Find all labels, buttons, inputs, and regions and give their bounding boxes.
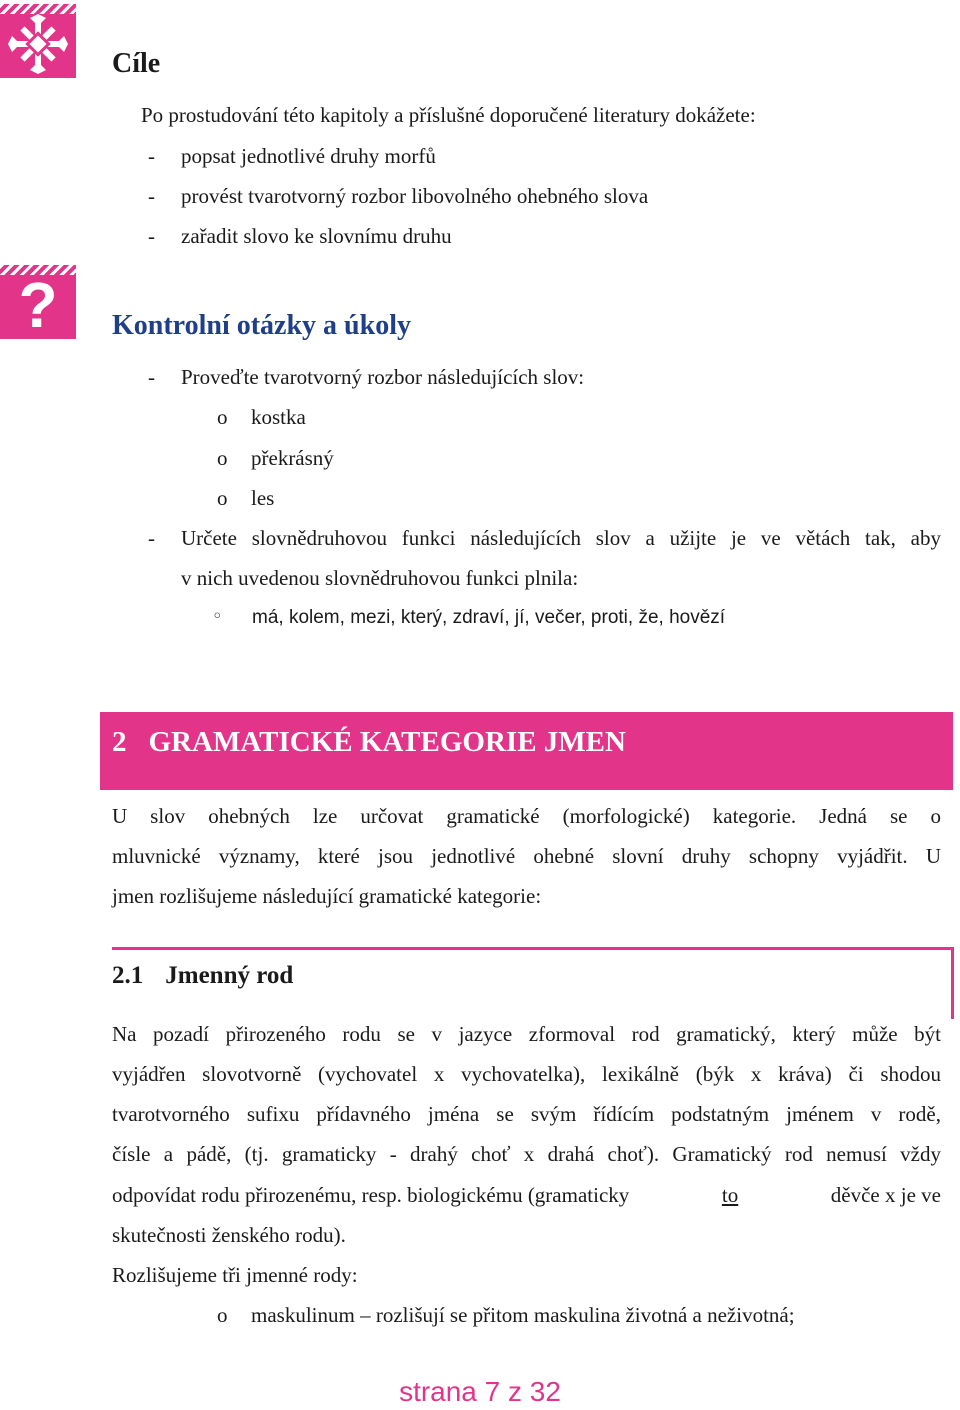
chapter-number: 2 bbox=[112, 726, 127, 758]
section-heading bbox=[112, 962, 293, 990]
section-para-line: tvarotvorného sufixu přídavného jména se svým řídícím podstatným jménem v rodě, bbox=[112, 1102, 941, 1126]
goals-intro: Po prostudování této kapitoly a příslušné doporučené literatury dokážete: bbox=[141, 103, 756, 127]
goal-item: popsat jednotlivé druhy morfů bbox=[181, 144, 436, 168]
goals-icon bbox=[0, 4, 76, 78]
ring-bullet: ◦ bbox=[212, 606, 223, 627]
section-frame-top bbox=[112, 947, 954, 950]
question-mark-glyph: ? bbox=[18, 269, 58, 339]
gender-intro: Rozlišujeme tři jmenné rody: bbox=[112, 1263, 358, 1287]
questions-heading: Kontrolní otázky a úkoly bbox=[112, 310, 411, 341]
underlined-word: to bbox=[721, 1183, 739, 1207]
question-mark-icon bbox=[0, 265, 76, 339]
star-icon bbox=[0, 4, 76, 78]
task-item: Určete slovnědruhovou funkci následujících slov a užijte je ve větách tak, aby bbox=[181, 526, 941, 550]
section-para-line: skutečnosti ženského rodu). bbox=[112, 1223, 346, 1247]
sub-bullet: o bbox=[217, 1303, 228, 1327]
section-para-line: čísle a pádě, (tj. gramaticky - drahý choť x drahá choť). Gramatický rod nemusí vždy bbox=[112, 1142, 941, 1166]
task-word: překrásný bbox=[251, 446, 334, 470]
chapter-title: GRAMATICKÉ KATEGORIE JMEN bbox=[148, 726, 626, 758]
section-title: Jmenný rod bbox=[165, 962, 294, 989]
gender-item: maskulinum – rozlišují se přitom maskulina životná a neživotná; bbox=[251, 1303, 795, 1327]
section-para-line bbox=[112, 1183, 941, 1208]
sub-bullet: o bbox=[217, 486, 228, 510]
list-dash: - bbox=[148, 184, 155, 208]
para-text: odpovídat rodu přirozenému, resp. biologickému (gramaticky bbox=[112, 1183, 630, 1207]
task-item: Proveďte tvarotvorný rozbor následujících slov: bbox=[181, 365, 585, 389]
task-word: kostka bbox=[251, 405, 306, 429]
page-number: strana 7 z 32 bbox=[399, 1376, 561, 1407]
chapter-heading bbox=[112, 726, 626, 759]
task-word-list: má, kolem, mezi, který, zdraví, jí, večer, proti, že, hovězí bbox=[252, 607, 726, 628]
list-dash: - bbox=[148, 224, 155, 248]
section-para-line: Na pozadí přirozeného rodu se v jazyce zformoval rod gramatický, který může být bbox=[112, 1022, 941, 1046]
goal-item: zařadit slovo ke slovnímu druhu bbox=[181, 224, 452, 248]
task-item-continued: v nich uvedenou slovnědruhovou funkci plnila: bbox=[181, 566, 579, 590]
section-frame-right bbox=[951, 947, 954, 1019]
section-number: 2.1 bbox=[112, 962, 144, 989]
goal-item: provést tvarotvorný rozbor libovolného ohebného slova bbox=[181, 184, 649, 208]
list-dash: - bbox=[148, 144, 155, 168]
chapter-intro-line: U slov ohebných lze určovat gramatické (morfologické) kategorie. Jedná se o bbox=[112, 804, 941, 828]
chapter-intro-line: jmen rozlišujeme následující gramatické kategorie: bbox=[112, 884, 542, 908]
list-dash: - bbox=[148, 365, 155, 389]
list-dash: - bbox=[148, 526, 155, 550]
chapter-intro-line: mluvnické významy, které jsou jednotlivé ohebné slovní druhy schopny vyjádřit. U bbox=[112, 844, 941, 868]
sub-bullet: o bbox=[217, 446, 228, 470]
goals-heading: Cíle bbox=[112, 48, 161, 79]
sub-bullet: o bbox=[217, 405, 228, 429]
section-para-line: vyjádřen slovotvorně (vychovatel x vychovatelka), lexikálně (býk x kráva) či shodou bbox=[112, 1062, 941, 1086]
para-text: děvče x je ve bbox=[830, 1183, 941, 1207]
task-word: les bbox=[251, 486, 275, 510]
chapter-banner bbox=[100, 712, 953, 790]
